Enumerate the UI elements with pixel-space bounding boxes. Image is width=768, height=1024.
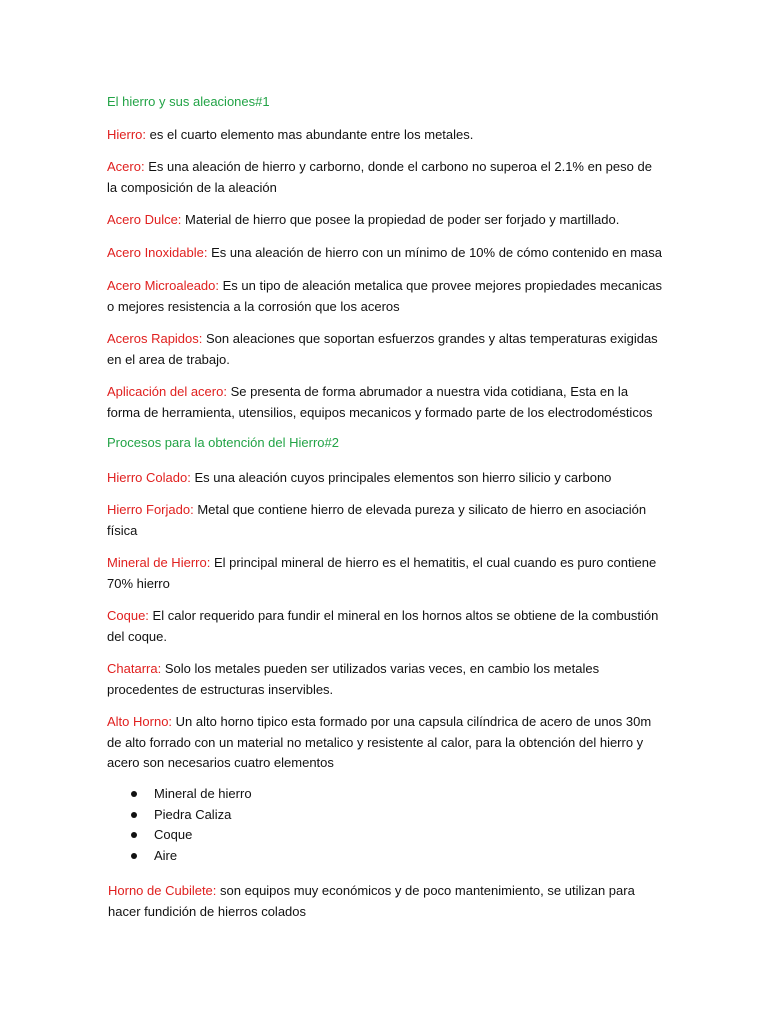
definition-text: Son aleaciones que soportan esfuerzos grandes y altas temperaturas exigidas en el area de trabajo. <box>107 331 658 367</box>
term-label: Aplicación del acero: <box>107 384 227 399</box>
definition-text: El principal mineral de hierro es el hematitis, el cual cuando es puro contiene 70% hierro <box>107 555 657 591</box>
definition-aceros-rapidos <box>107 329 663 370</box>
bullet-icon <box>131 791 137 797</box>
term-label: Aceros Rapidos: <box>107 331 203 346</box>
definition-acero-microaleado <box>107 276 663 317</box>
list-item: Coque <box>131 825 252 846</box>
term-label: Horno de Cubilete: <box>108 883 217 898</box>
definition-text: Es un tipo de aleación metalica que provee mejores propiedades mecanicas o mejores resistencia a la corrosión que los aceros <box>107 278 662 314</box>
definition-text: Un alto horno tipico esta formado por una capsula cilíndrica de acero de unos 30m de alto forrado con un material no metalico y resistente al calor, para la obtención del hierro y acero son necesarios cuatro elementos <box>107 714 652 770</box>
list-item: Aire <box>131 846 252 867</box>
section-heading-procesos: Procesos para la obtención del Hierro#2 <box>107 435 339 450</box>
definition-text: Es una aleación de hierro con un mínimo de 10% de cómo contenido en masa <box>211 245 663 260</box>
definition-text: es el cuarto elemento mas abundante entre los metales. <box>149 127 474 142</box>
definition-horno-cubilete <box>108 881 664 922</box>
definition-alto-horno <box>107 712 663 774</box>
bullet-icon <box>131 812 137 818</box>
definition-text: El calor requerido para fundir el mineral en los hornos altos se obtiene de la combustión del coque. <box>107 608 659 644</box>
term-label: Mineral de Hierro: <box>107 555 211 570</box>
definition-chatarra <box>107 659 663 700</box>
definition-coque <box>107 606 663 647</box>
term-label: Acero Microaleado: <box>107 278 219 293</box>
alto-horno-elements-list <box>131 784 252 866</box>
definition-hierro-forjado <box>107 500 663 541</box>
definition-text: Solo los metales pueden ser utilizados varias veces, en cambio los metales procedentes de estructuras inservibles. <box>107 661 600 697</box>
definition-acero-inoxidable <box>107 243 663 264</box>
term-label: Hierro Colado: <box>107 470 191 485</box>
term-label: Alto Horno: <box>107 714 173 729</box>
definition-acero <box>107 157 663 198</box>
definition-aplicacion-acero <box>107 382 663 423</box>
term-label: Coque: <box>107 608 149 623</box>
list-item: Piedra Caliza <box>131 805 252 826</box>
definition-text: Es una aleación cuyos principales elementos son hierro silicio y carbono <box>194 470 612 485</box>
term-label: Chatarra: <box>107 661 162 676</box>
definition-text: son equipos muy económicos y de poco mantenimiento, se utilizan para hacer fundición de hierros colados <box>108 883 635 919</box>
term-label: Hierro: <box>107 127 147 142</box>
term-label: Acero Dulce: <box>107 212 182 227</box>
list-item: Mineral de hierro <box>131 784 252 805</box>
definition-text: Se presenta de forma abrumador a nuestra vida cotidiana, Esta en la forma de herramienta, utensilios, equipos mecanicos y formado parte de los electrodomésticos <box>107 384 653 420</box>
definition-hierro <box>107 125 663 146</box>
definition-text: Metal que contiene hierro de elevada pureza y silicato de hierro en asociación física <box>107 502 647 538</box>
bullet-icon <box>131 853 137 859</box>
term-label: Acero: <box>107 159 145 174</box>
definition-text: Material de hierro que posee la propiedad de poder ser forjado y martillado. <box>185 212 620 227</box>
bullet-icon <box>131 832 137 838</box>
definition-acero-dulce <box>107 210 663 231</box>
definition-hierro-colado <box>107 468 663 489</box>
definition-mineral-hierro <box>107 553 663 594</box>
term-label: Acero Inoxidable: <box>107 245 208 260</box>
term-label: Hierro Forjado: <box>107 502 194 517</box>
definition-text: Es una aleación de hierro y carborno, donde el carbono no superoa el 2.1% en peso de la composición de la aleación <box>107 159 652 195</box>
section-heading-aleaciones: El hierro y sus aleaciones#1 <box>107 94 270 109</box>
